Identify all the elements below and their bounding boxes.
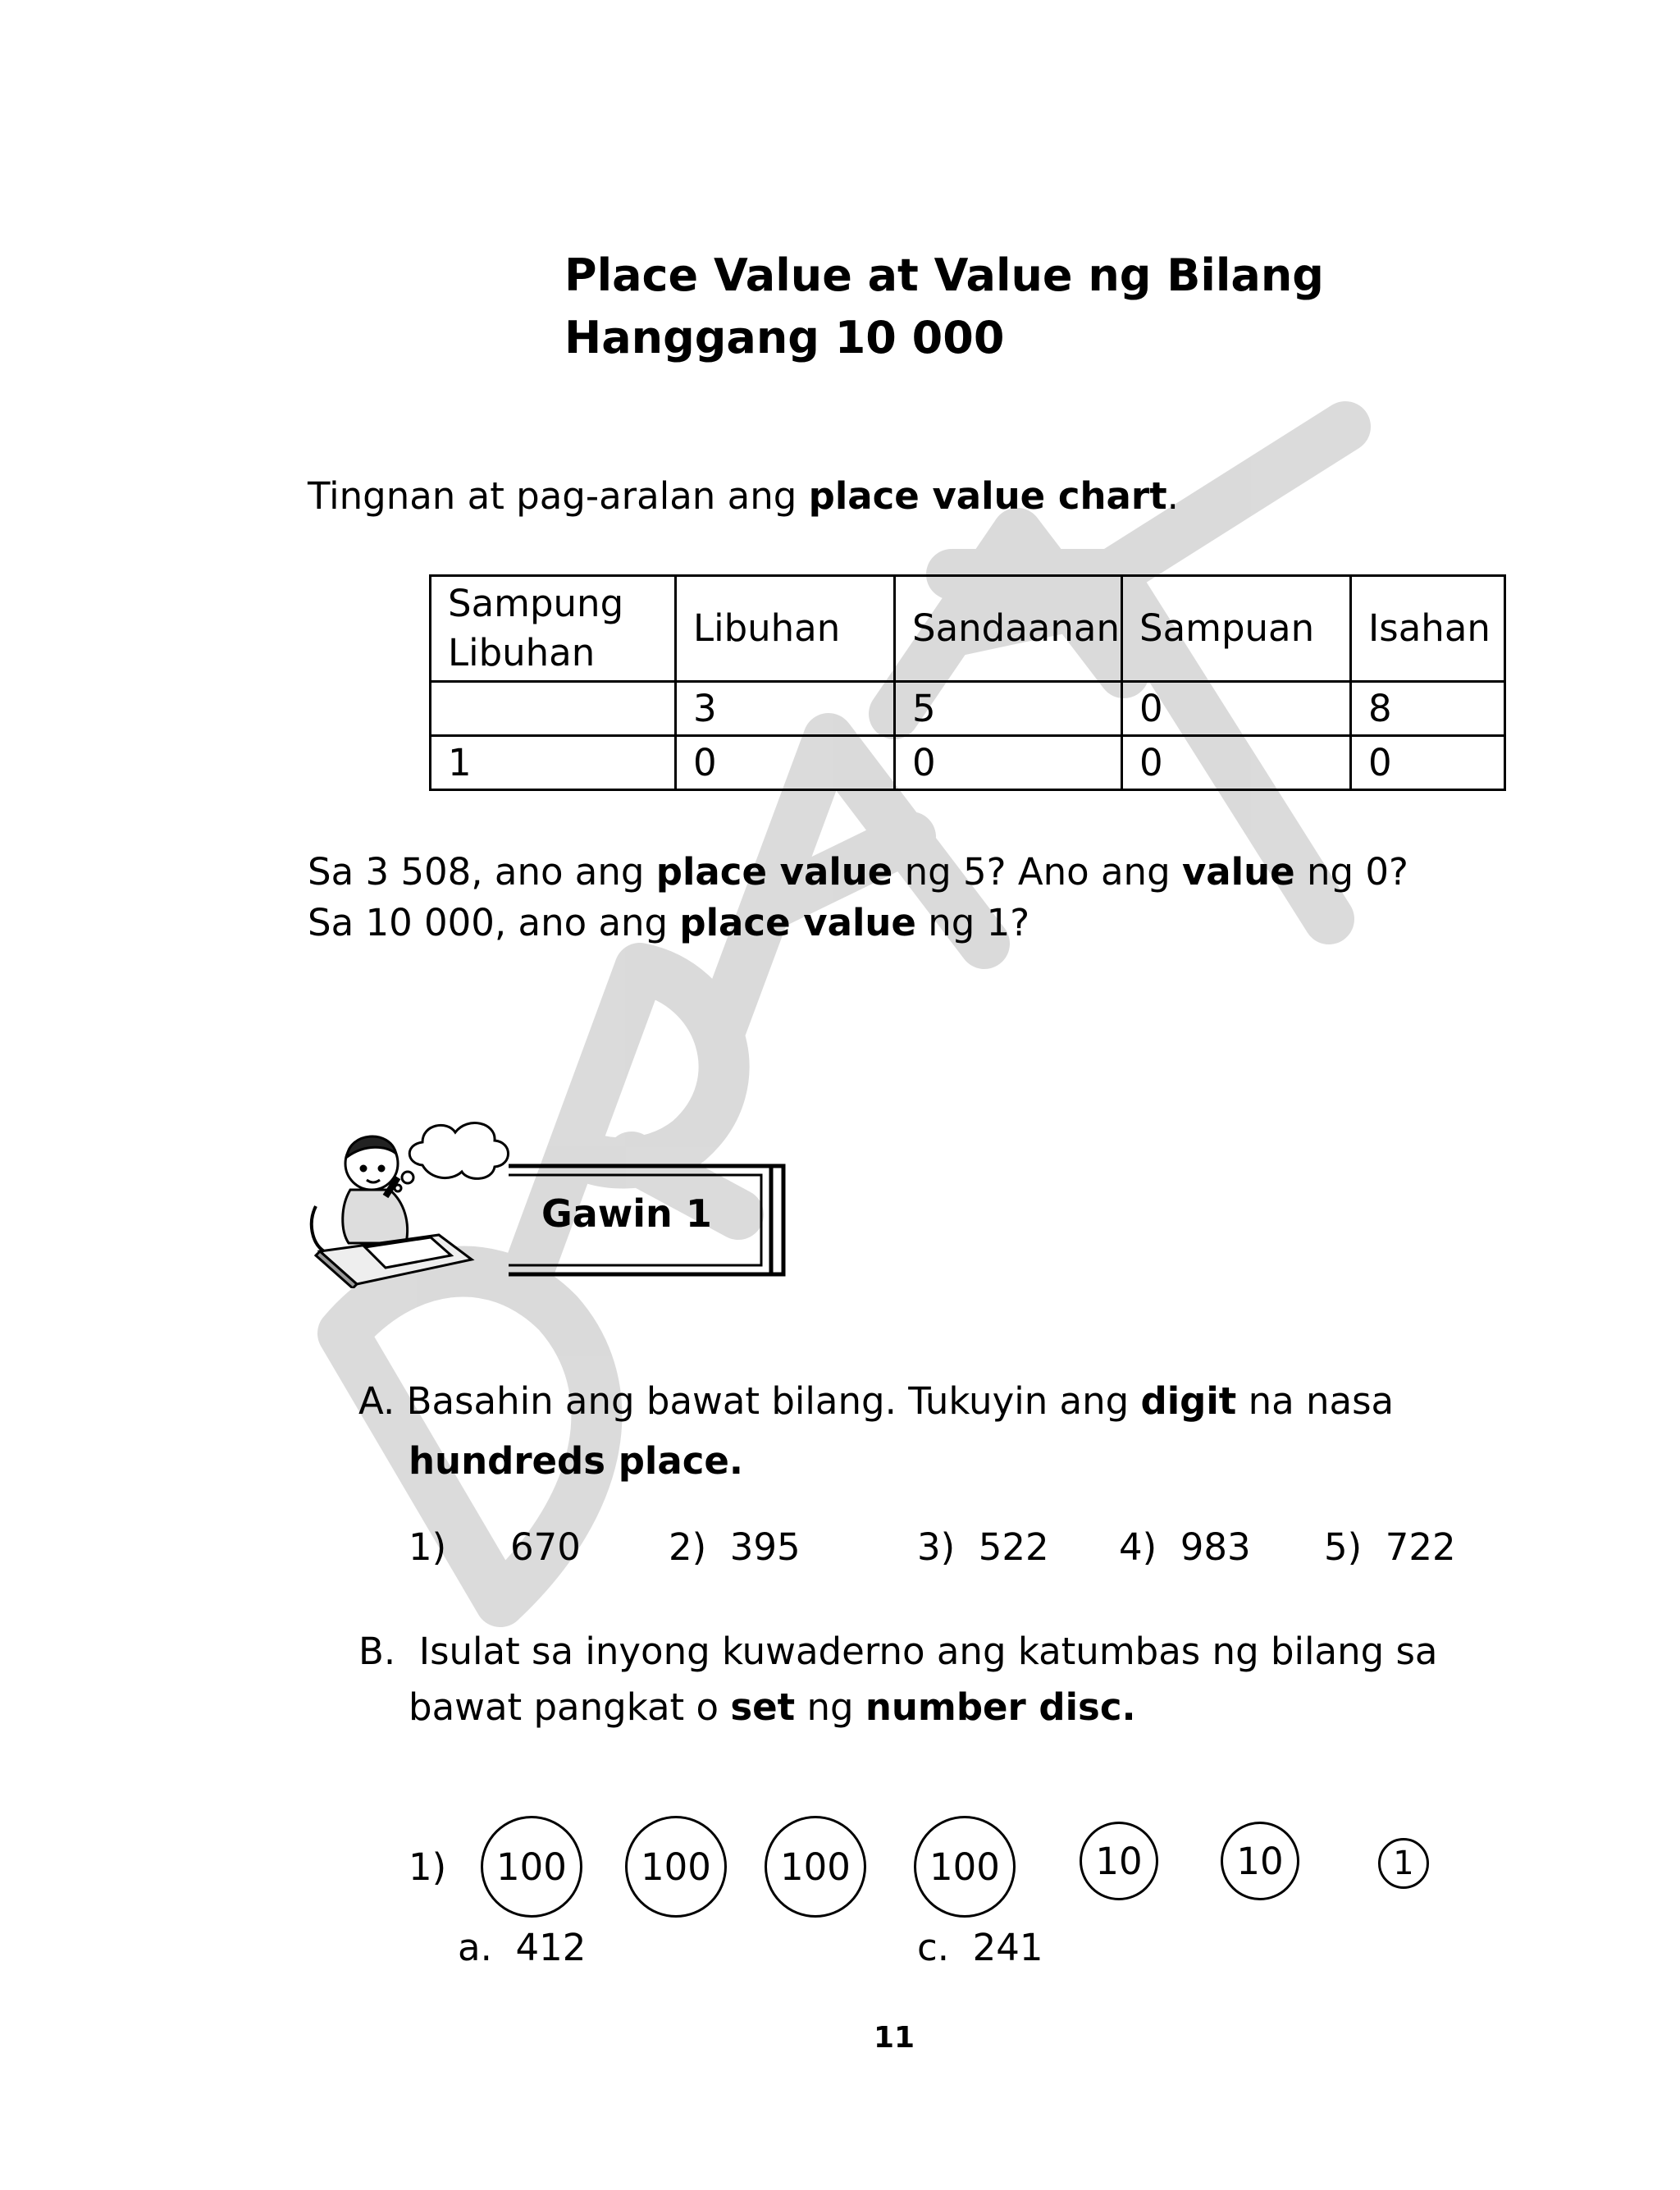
q1-bold: place value (655, 850, 893, 894)
chart-cell (431, 682, 676, 736)
choice-value: 241 (972, 1926, 1043, 1969)
part-b-bold: set (730, 1685, 796, 1729)
chart-cell: 3 (676, 682, 895, 736)
number-disc: 1 (1378, 1838, 1429, 1889)
part-a-item-value: 670 (510, 1525, 581, 1569)
q1-bold: value (1181, 850, 1295, 894)
choice-value: 412 (515, 1926, 587, 1969)
choice-letter: c. (917, 1926, 950, 1969)
part-a-item (1119, 1522, 1251, 1573)
part-b-text: Isulat sa inyong kuwaderno ang katumbas ng bilang sa (418, 1630, 1438, 1673)
number-disc: 100 (914, 1816, 1016, 1918)
part-a-bold: digit (1140, 1379, 1237, 1423)
question-2 (308, 898, 1029, 949)
chart-header: Sandaanan (895, 576, 1122, 682)
chart-header-row (431, 576, 1505, 682)
chart-cell: 0 (676, 736, 895, 790)
page-title: Place Value at Value ng Bilang Hanggang 10 000 (564, 249, 1324, 363)
part-a-text: na nasa (1236, 1379, 1395, 1423)
part-b-letter: B. (358, 1630, 396, 1673)
number-disc: 100 (625, 1816, 727, 1918)
q2-text: ng 1? (915, 901, 1030, 944)
chart-row (431, 682, 1505, 736)
part-a-item-value: 983 (1180, 1525, 1251, 1569)
chart-cell: 0 (895, 736, 1122, 790)
chart-cell: 0 (1122, 682, 1351, 736)
number-disc: 100 (765, 1816, 866, 1918)
chart-cell: 8 (1351, 682, 1505, 736)
chart-header: Sampuan (1122, 576, 1351, 682)
number-disc: 10 (1080, 1822, 1158, 1900)
part-a-item (669, 1522, 801, 1573)
item-number: 5) (1324, 1525, 1363, 1569)
chart-cell: 0 (1122, 736, 1351, 790)
part-a-bold: hundreds place. (409, 1439, 743, 1483)
intro-end: . (1166, 474, 1179, 518)
item-number: 4) (1119, 1525, 1157, 1569)
q2-text: Sa 10 000, ano ang (308, 901, 680, 944)
part-a-item (917, 1522, 1049, 1573)
place-value-chart (429, 574, 1506, 791)
q1-text: ng 5? Ano ang (892, 850, 1182, 894)
item-number: 3) (917, 1525, 956, 1569)
number-disc: 100 (481, 1816, 582, 1918)
part-a-item-value: 395 (729, 1525, 801, 1569)
part-b-choice (458, 1923, 586, 1973)
intro-plain: Tingnan at pag-aralan ang (308, 474, 809, 518)
q1-text: Sa 3 508, ano ang (308, 850, 656, 894)
chart-cell: 5 (895, 682, 1122, 736)
intro-text (308, 471, 1179, 522)
part-b-item-number: 1) (409, 1845, 447, 1889)
part-a-instruction-line2 (409, 1436, 743, 1487)
chart-header: Sampung Libuhan (431, 576, 676, 682)
choice-letter: a. (458, 1926, 492, 1969)
part-b-text: ng (795, 1685, 865, 1729)
part-b-instruction (358, 1626, 1438, 1677)
part-a-instruction (358, 1376, 1394, 1427)
item-number: 1) (409, 1525, 447, 1569)
intro-bold: place value chart (808, 474, 1167, 518)
chart-header: Libuhan (676, 576, 895, 682)
question-1 (308, 847, 1408, 898)
chart-cell: 1 (431, 736, 676, 790)
chart-header: Isahan (1351, 576, 1505, 682)
number-disc: 10 (1221, 1822, 1299, 1900)
part-b-choice (917, 1923, 1043, 1973)
chart-cell: 0 (1351, 736, 1505, 790)
q2-bold: place value (679, 901, 916, 944)
thinking-child-illustration (308, 1100, 521, 1288)
part-a-item (1324, 1522, 1456, 1573)
part-a-text: Basahin ang bawat bilang. Tukuyin ang (406, 1379, 1141, 1423)
q1-text: ng 0? (1294, 850, 1408, 894)
part-b-bold: number disc. (865, 1685, 1136, 1729)
item-number: 2) (669, 1525, 707, 1569)
part-a-letter: A. (358, 1379, 395, 1423)
part-a-item (409, 1522, 446, 1573)
part-a-item-value: 522 (978, 1525, 1049, 1569)
part-b-text: bawat pangkat o (409, 1685, 731, 1729)
gawin-label: Gawin 1 (541, 1191, 712, 1236)
page-number: 11 (873, 2021, 915, 2055)
part-a-item-value: 722 (1385, 1525, 1456, 1569)
part-b-instruction-line2 (409, 1682, 1136, 1733)
chart-row (431, 736, 1505, 790)
